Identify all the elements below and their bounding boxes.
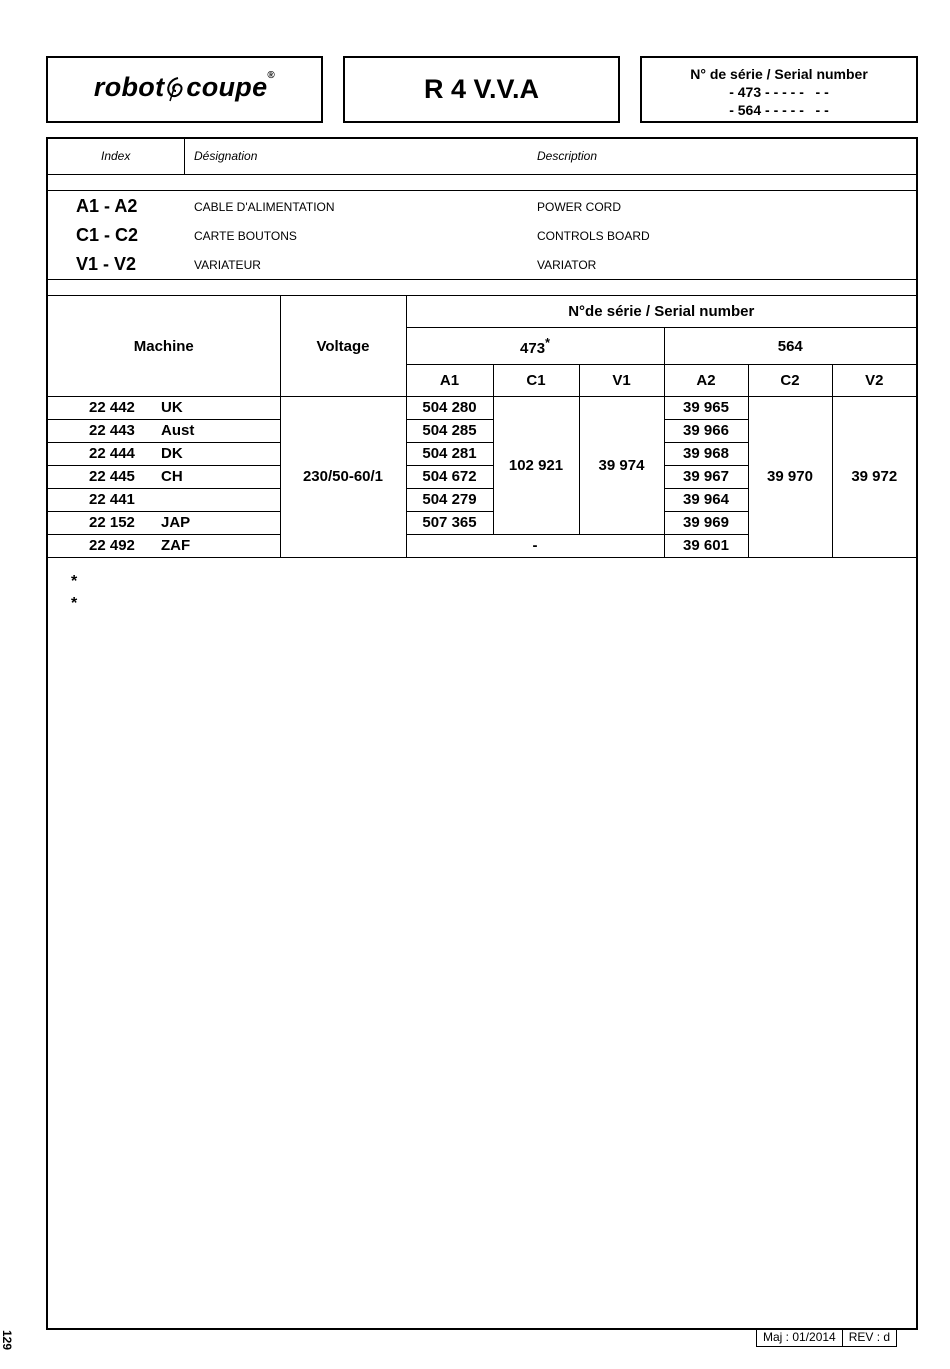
revision-footer — [756, 1328, 897, 1347]
column-header-description: Description — [537, 149, 598, 163]
serial-line-473: - 473 - - - - - - - — [729, 84, 829, 100]
registered-mark: ® — [267, 70, 276, 81]
part-index: V1 - V2 — [76, 254, 137, 274]
machine-country: JAP — [161, 514, 191, 531]
group-473-header — [406, 328, 664, 365]
a2-cell: 39 967 — [664, 466, 748, 489]
a1-cell: 504 280 — [406, 397, 493, 420]
a2-cell: 39 966 — [664, 420, 748, 443]
machine-cell — [48, 466, 280, 489]
logo-swirl-icon — [164, 75, 186, 103]
note-mark: * — [71, 573, 78, 590]
a1-cell: 504 285 — [406, 420, 493, 443]
update-date: Maj : 01/2014 — [763, 1330, 836, 1344]
brand-logo — [48, 72, 321, 103]
model-box — [343, 56, 620, 123]
rule — [48, 279, 916, 280]
machine-cell — [48, 397, 280, 420]
part-designation: CABLE D'ALIMENTATION — [194, 200, 335, 214]
machine-country: DK — [161, 445, 183, 462]
part-designation: VARIATEUR — [194, 258, 261, 272]
a1-cell: 507 365 — [406, 512, 493, 535]
logo-text-right: coupe — [186, 72, 268, 102]
machine-cell — [48, 443, 280, 466]
machine-code: 22 442 — [89, 399, 135, 416]
serial-box — [640, 56, 918, 123]
machine-cell — [48, 535, 280, 558]
machine-code: 22 152 — [89, 514, 135, 531]
a1-cell: 504 279 — [406, 489, 493, 512]
note-mark: * — [71, 595, 78, 612]
group-564-header: 564 — [664, 328, 916, 365]
column-header-index: Index — [101, 149, 131, 163]
main-frame — [46, 137, 918, 1330]
part-description: VARIATOR — [537, 258, 597, 272]
machine-country: ZAF — [161, 537, 191, 554]
c2-cell: 39 970 — [748, 397, 832, 558]
not-applicable-cell: - — [406, 535, 664, 558]
col-header-v1: V1 — [579, 365, 664, 397]
a1-cell: 504 281 — [406, 443, 493, 466]
serial-header: N°de série / Serial number — [406, 296, 916, 328]
table-row — [48, 397, 916, 420]
group-473-label: 473 — [520, 340, 546, 357]
page-number: 129 — [0, 1330, 14, 1351]
col-header-a2: A2 — [664, 365, 748, 397]
machine-code: 22 492 — [89, 537, 135, 554]
col-header-v2: V2 — [832, 365, 916, 397]
a2-cell: 39 601 — [664, 535, 748, 558]
machine-cell — [48, 420, 280, 443]
group-473-mark: * — [545, 336, 550, 350]
a2-cell: 39 964 — [664, 489, 748, 512]
header-divider — [184, 139, 185, 174]
machine-header: Machine — [48, 296, 280, 397]
part-index: A1 - A2 — [76, 196, 138, 216]
model-title: R 4 V.V.A — [423, 74, 540, 104]
machine-cell — [48, 489, 280, 512]
revision: REV : d — [842, 1329, 896, 1346]
machine-code: 22 441 — [89, 491, 135, 508]
machine-code: 22 445 — [89, 468, 135, 485]
a2-cell: 39 965 — [664, 397, 748, 420]
col-header-c1: C1 — [493, 365, 579, 397]
part-description: CONTROLS BOARD — [537, 229, 650, 243]
parts-table — [48, 295, 916, 558]
logo-text-left: robot — [93, 72, 165, 102]
v2-cell: 39 972 — [832, 397, 916, 558]
machine-code: 22 444 — [89, 445, 135, 462]
rule — [48, 190, 916, 191]
serial-title: N° de série / Serial number — [690, 66, 868, 82]
v1-cell: 39 974 — [579, 397, 664, 535]
part-designation: CARTE BOUTONS — [194, 229, 297, 243]
part-description: POWER CORD — [537, 200, 621, 214]
rule — [48, 174, 916, 175]
a2-cell: 39 968 — [664, 443, 748, 466]
machine-code: 22 443 — [89, 422, 135, 439]
col-header-a1: A1 — [406, 365, 493, 397]
machine-country: UK — [161, 399, 183, 416]
column-header-designation: Désignation — [194, 149, 258, 163]
serial-line-564: - 564 - - - - - - - — [729, 102, 829, 118]
voltage-cell: 230/50-60/1 — [280, 397, 406, 558]
machine-cell — [48, 512, 280, 535]
part-index: C1 - C2 — [76, 225, 139, 245]
a1-cell: 504 672 — [406, 466, 493, 489]
machine-country: Aust — [161, 422, 195, 439]
c1-cell: 102 921 — [493, 397, 579, 535]
a2-cell: 39 969 — [664, 512, 748, 535]
machine-country: CH — [161, 468, 183, 485]
voltage-header: Voltage — [280, 296, 406, 397]
logo-box — [46, 56, 323, 123]
col-header-c2: C2 — [748, 365, 832, 397]
